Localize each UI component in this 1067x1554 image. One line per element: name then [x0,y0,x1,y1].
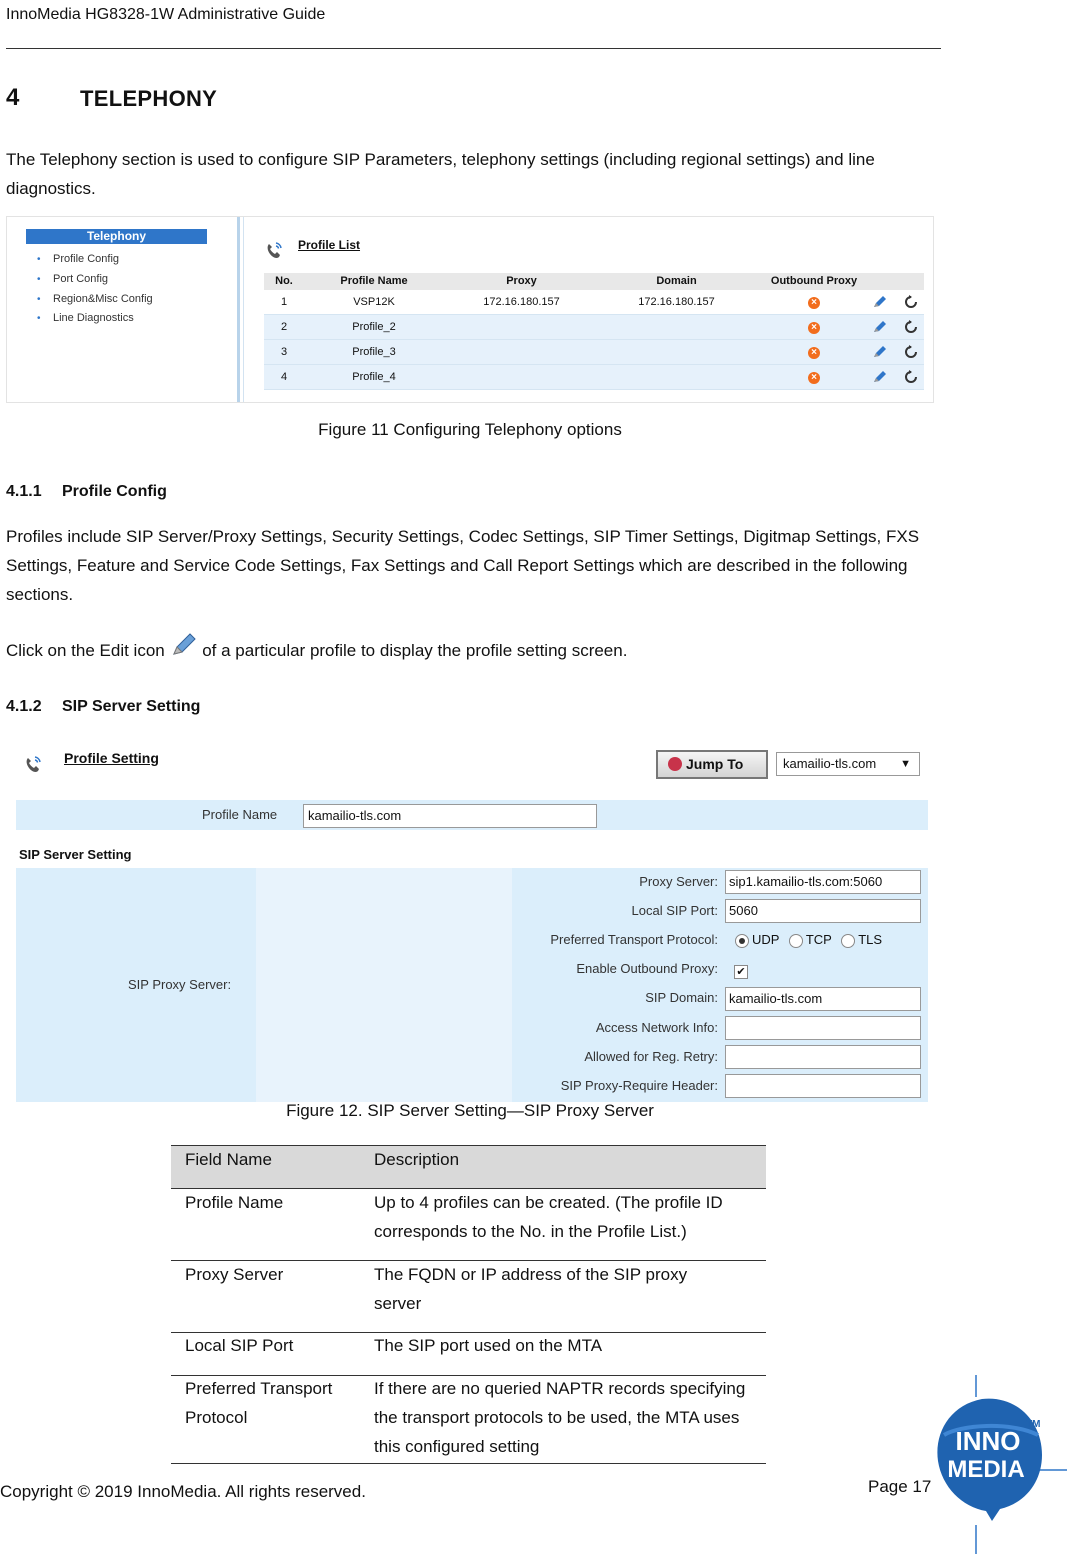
local-sip-port-label: Local SIP Port: [631,903,718,918]
header-rule [6,48,941,49]
edit-pencil-icon[interactable] [872,345,888,359]
footer-page-number: Page 17 [868,1477,932,1496]
refresh-icon[interactable] [904,345,918,359]
row-profile-name: VSP12K [353,296,395,308]
column-header-profile-name: Profile Name [340,275,408,287]
sip-domain-label: SIP Domain: [645,990,718,1005]
enable-outbound-proxy-label: Enable Outbound Proxy: [576,961,718,976]
field-description-cell: The SIP port used on the MTA [374,1336,603,1355]
preferred-transport-label: Preferred Transport Protocol: [550,932,718,947]
subsection-heading-sip-server-setting: 4.1.2 SIP Server Setting [6,698,201,715]
row-no: 4 [280,371,288,383]
edit-pencil-icon [169,632,197,658]
row-no: 3 [280,346,288,358]
table-row [264,315,924,340]
field-description-cell: If there are no queried NAPTR records specifying the transport protocols to be used, the MTA uses this configured setting [374,1379,746,1456]
checkmark-icon: ✔ [734,965,748,979]
column-header-domain: Domain [656,275,697,287]
telephony-menu-title: Telephony [26,229,207,244]
refresh-icon[interactable] [904,295,918,309]
intro-paragraph: The Telephony section is used to configure SIP Parameters, telephony settings (including regional settings) and line diagnostics. [6,150,875,198]
dropdown-arrow-icon: ▼ [900,758,911,770]
refresh-icon[interactable] [904,320,918,334]
telephony-menu [7,217,235,403]
field-name-cell: Preferred Transport Protocol [185,1379,333,1427]
table-row [264,290,924,315]
footer-copyright: Copyright © 2019 InnoMedia. All rights reserved. [0,1482,366,1501]
panel-divider [243,217,244,403]
edit-instruction-paragraph: Click on the Edit icon of a particular profile to display the profile setting screen. [6,632,936,665]
section-title: TELEPHONY [80,86,218,111]
bullet-icon: • [37,274,41,285]
jump-to-select[interactable]: kamailio-tls.com ▼ [776,752,920,776]
access-network-info-input[interactable] [725,1016,921,1040]
innomedia-logo [930,1375,1067,1554]
jump-to-button[interactable]: Jump To [656,750,768,779]
sip-proxy-server-label: SIP Proxy Server: [128,977,232,992]
figure-12-caption: Figure 12. SIP Server Setting—SIP Proxy Server [286,1101,654,1120]
sip-server-setting-title: SIP Server Setting [19,847,132,862]
delete-icon[interactable]: × [799,365,829,389]
menu-item-line-diagnostics[interactable]: • Line Diagnostics [37,312,134,324]
row-profile-name: Profile_3 [352,346,396,358]
radio-tcp[interactable] [789,934,803,948]
proxy-server-label: Proxy Server: [639,874,718,889]
figure-11-screenshot [6,216,934,403]
figure-11-caption: Figure 11 Configuring Telephony options [318,420,622,439]
delete-icon[interactable]: × [799,340,829,364]
profile-config-paragraph: Profiles include SIP Server/Proxy Settings, Security Settings, Codec Settings, SIP Timer Settings, Digitmap Settings, FXS Settings, Feature and Service Code Settings, Fax Settings and Call Report Settings which are described in the following sections. [6,527,920,604]
edit-pencil-icon[interactable] [872,295,888,309]
transport-radio-group: UDP TCP TLS [735,932,882,948]
svg-text:TM: TM [1026,1419,1041,1430]
profile-setting-title: Profile Setting [64,750,159,766]
subsection-heading-profile-config: 4.1.1 Profile Config [6,483,167,500]
delete-icon[interactable]: × [799,290,829,314]
allowed-reg-retry-label: Allowed for Reg. Retry: [584,1049,718,1064]
phone-icon [263,239,285,261]
field-name-cell: Local SIP Port [185,1336,294,1355]
phone-icon [22,753,44,775]
panel-divider [237,217,240,403]
radio-udp[interactable] [735,934,749,948]
bullet-icon: • [37,294,41,305]
profile-name-label: Profile Name [202,807,278,822]
edit-pencil-icon[interactable] [872,320,888,334]
profile-list-title: Profile List [298,238,361,252]
row-domain: 172.16.180.157 [638,296,715,308]
menu-item-profile-config[interactable]: • Profile Config [37,253,120,265]
section-number: 4 [6,84,20,111]
field-description-cell: The FQDN or IP address of the SIP proxy server [374,1265,688,1313]
table-row [264,340,924,365]
menu-item-port-config[interactable]: • Port Config [37,273,109,285]
field-name-cell: Profile Name [185,1193,284,1212]
column-header-no: No. [275,275,293,287]
column-header-field-name: Field Name [185,1150,272,1169]
row-no: 1 [280,296,288,308]
delete-icon[interactable]: × [799,315,829,339]
row-proxy: 172.16.180.157 [483,296,560,308]
proxy-require-header-input[interactable] [725,1074,921,1098]
menu-item-region-misc-config[interactable]: • Region&Misc Config [37,293,153,305]
proxy-require-header-label: SIP Proxy-Require Header: [560,1078,718,1093]
bullet-icon: • [37,254,41,265]
refresh-icon[interactable] [904,370,918,384]
allowed-reg-retry-input[interactable] [725,1045,921,1069]
column-header-proxy: Proxy [506,275,537,287]
svg-text:INNO: INNO [955,1426,1021,1456]
radio-tls[interactable] [841,934,855,948]
svg-text:MEDIA: MEDIA [947,1456,1025,1483]
edit-pencil-icon[interactable] [872,370,888,384]
bullet-icon: • [37,313,41,324]
row-profile-name: Profile_2 [352,321,396,333]
sip-domain-input[interactable]: kamailio-tls.com [725,987,921,1011]
field-name-cell: Proxy Server [185,1265,284,1284]
table-rule [171,1463,766,1464]
proxy-server-input[interactable]: sip1.kamailio-tls.com:5060 [725,870,921,894]
local-sip-port-input[interactable]: 5060 [725,899,921,923]
enable-outbound-proxy-checkbox[interactable] [734,962,748,980]
access-network-info-label: Access Network Info: [595,1020,718,1035]
user-icon [668,757,682,771]
figure-12-screenshot [16,735,928,1102]
field-description-cell: Up to 4 profiles can be created. (The profile ID corresponds to the No. in the Profile List.) [374,1193,723,1241]
document-header-title: InnoMedia HG8328-1W Administrative Guide [6,6,326,23]
profile-name-input[interactable]: kamailio-tls.com [303,804,597,828]
table-row [264,365,924,390]
column-header-description: Description [374,1150,460,1169]
row-profile-name: Profile_4 [352,371,396,383]
column-header-outbound-proxy: Outbound Proxy [770,275,858,287]
table-header-row [264,273,924,290]
row-no: 2 [280,321,288,333]
